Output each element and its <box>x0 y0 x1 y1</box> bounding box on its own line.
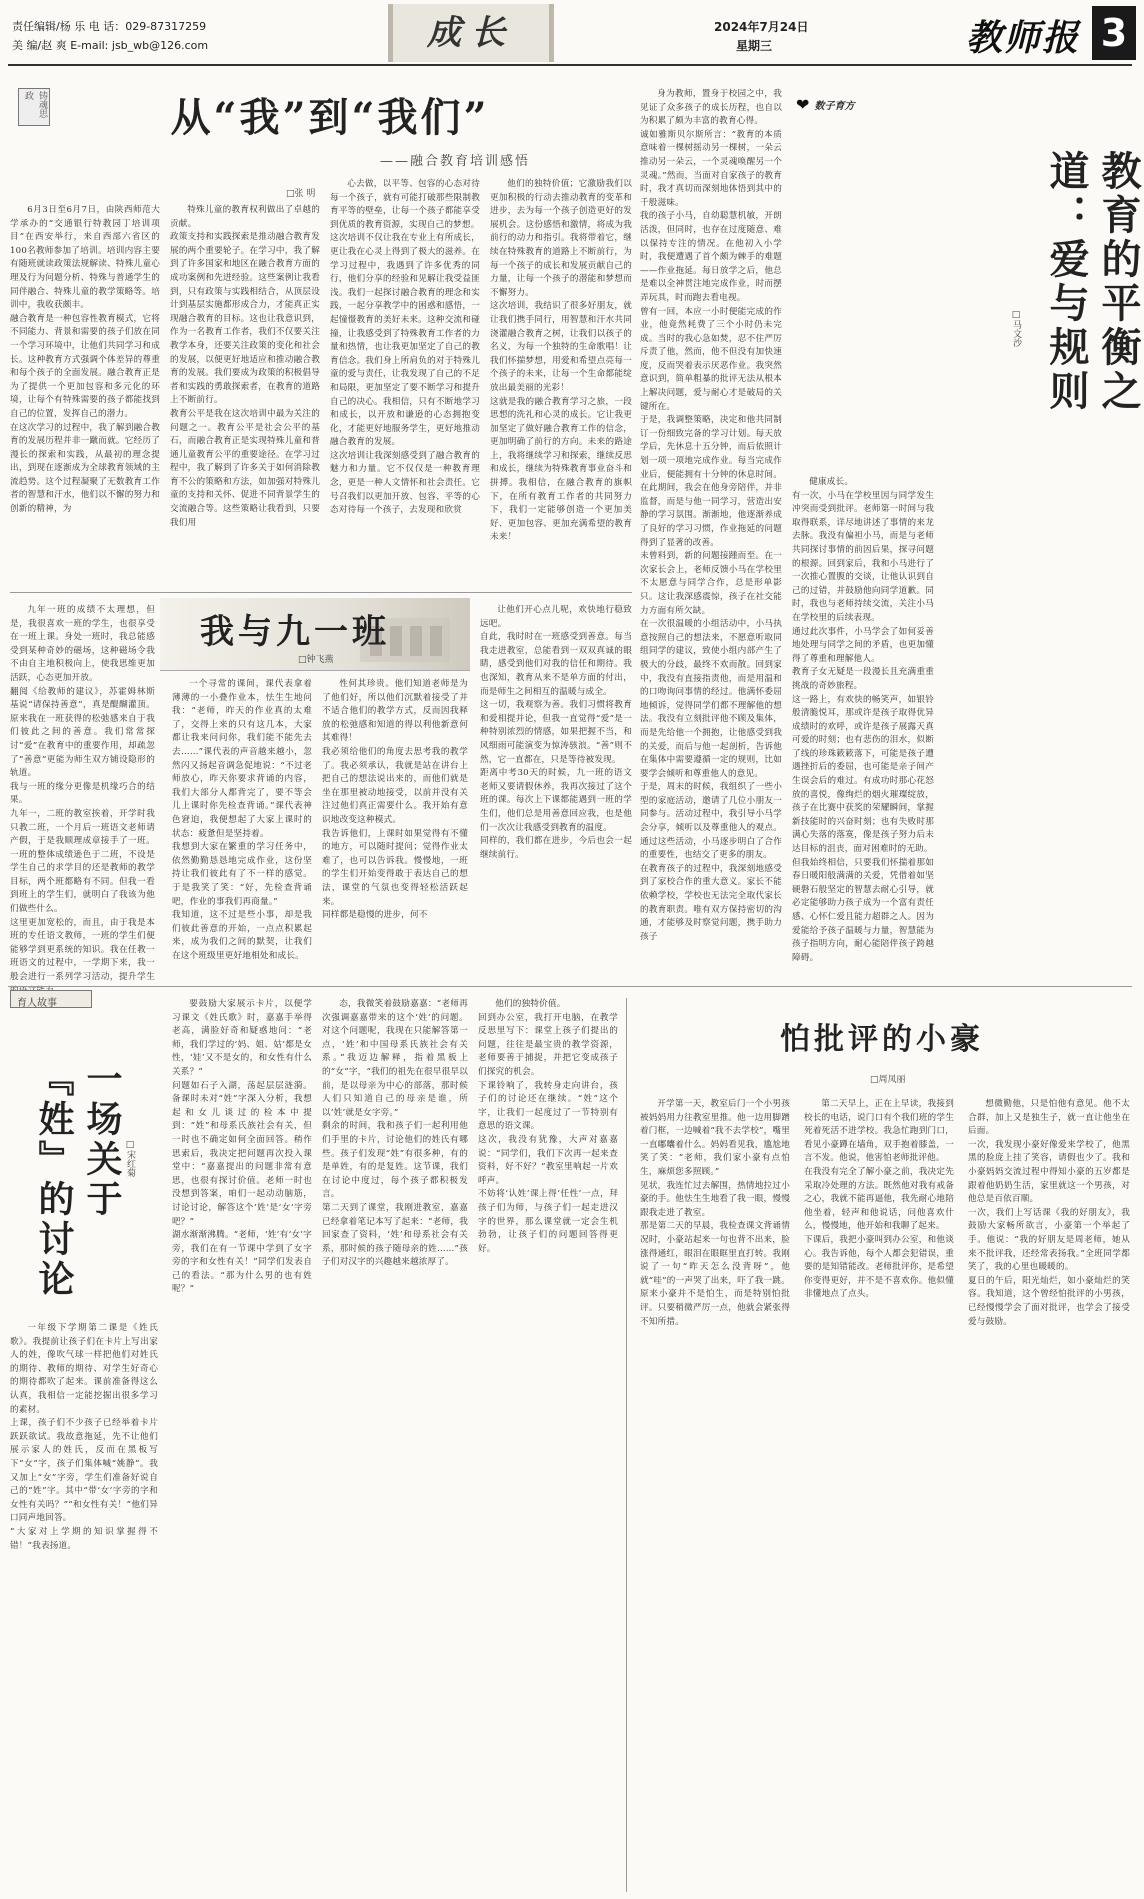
article1-tag-text: 铸魂思政 <box>23 91 47 118</box>
article4-col4-text: 他们的独特价值。 回到办公室，我打开电脑，在教学反思里写下：课堂上孩子们提出的问题，往往是最宝贵的教学资源，老师要善于捕捉，并把它变成孩子们探究的机会。 下课铃响了，我转身走向讲台，孩子们的讨论还在继续。“姓”这个字，让我们一起度过了一节特别有意思的语文课。 这次，我没有犹豫，大声对嘉嘉说：“同学们，我们下次再一起来查资料，好不好？”教室里响起一片欢呼声。 不妨将‘认姓’课上得‘任性’一点，拜孩子们为师，与孩子们一起走进汉字的世界，那么课堂就一定会生机勃勃，让孩子们的问题回答得更好。 <box>478 999 618 1254</box>
page-number: 3 <box>1100 11 1128 55</box>
article5-author: □周凤丽 <box>870 1075 906 1085</box>
article3-column-2 <box>792 476 934 974</box>
section-title: 成长 <box>427 13 515 53</box>
article2-col2-text: 一个寻常的课间，课代表拿着薄薄的一小叠作业本，怯生生地问我：“老师，昨天的作业真的太难了，交得上来的只有这几本，大家都让我来问问你，我们能不能先去去……”课代表的声音越来越小，忽然闪又扬起音调急促地说：“不过老师放心，昨天你要求背诵的内容，我们大部分人都背完了，要不等会儿上课时你先检查背诵。”课代表神色窘迫，我便想起了大家上课时的状态：疲惫但是坚持着。 我想到大家在繁重的学习任务中，依然勤勤恳恳地完成作业，这份坚持让我们彼此有了不一样的感觉。于是我笑了笑：“好，先检查背诵吧，作业的事我们再商量。” 我知道，这不过是些小事，却是我们彼此善意的开始，一点点积累起来，成为我们之间的默契，让我们在这个班级里更好地相处和成长。 <box>172 679 312 961</box>
article1-col2-text: 特殊儿童的教育权利做出了卓越的贡献。 政策支持和实践探索是推动融合教育发展的两个重要轮子。在学习中，我了解到了许多国家和地区在融合教育方面的成功案例和先进经验。这些案例让我看到，只有政策与实践相结合，从顶层设计到基层实施都形成合力，才能真正实现融合教育的目标。这也让我意识到，作为一名教育工作者，我们不仅要关注教学本身，还要关注政策的变化和社会的发展，以便更好地适应和推动融合教育的发展。我们要成为政策的积极倡导者和实践的勇敢探索者，在教育的道路上不断前行。 教育公平是我在这次培训中最为关注的问题之一。教育公平是社会公平的基石，而融合教育正是实现特殊儿童和普通儿童教育公平的重要途径。在学习过程中，我了解到了许多关于如何消除教育不公的策略和方法，如加强对特殊儿童的支持和关怀、促进不同背景学生的交流融合等。这些策略让我看到，只要我们用 <box>170 205 320 528</box>
designer-line: 美 编/赵 爽 E-mail: jsb_wb@126.com <box>12 39 209 52</box>
article5-column-2 <box>804 1098 954 1892</box>
article3-col1-text: 身为教师，置身于校园之中，我见证了众多孩子的成长历程，也自以为积累了颇为丰富的教育心得。 诚如雅斯贝尔斯所言：“教育的本质意味着一棵树摇动另一棵树，一朵云推动另一朵云，一个灵魂唤醒另一个灵魂。”然而，当面对自家孩子的教育时，我才真切而深刻地体悟到其中的千般滋味。 我的孩子小马，自幼聪慧机敏，开朗活泼，但同时，也存在过度随意、难以保持专注的情况。在他初入小学时，我便遭遇了首个颇为棘手的难题——作业拖延。每日放学之后，他总是难以全神贯注地完成作业，时而摆弄玩具，时而跑去看电视。 曾有一回，本应一小时便能完成的作业，他竟然耗费了三个小时仍未完成。当时的我心急如焚，忍不住严厉斥责了他，然而，他不但没有加快速度，反而哭着表示厌恶作业。我突然意识到，简单粗暴的批评无法从根本上解决问题，爱与耐心才是破局的关键所在。 于是，我调整策略，决定和他共同制订一份细致完备的学习计划。每天放学后，先休息十五分钟，而后依照计划一项一项地完成作业。每当完成作业后，便能拥有十分钟的休息时间。在此期间，我会在他身旁陪伴，并非监督，而是与他一同学习，营造出安静的学习氛围。渐渐地，他逐渐养成了良好的学习习惯，作业拖延的问题得到了显著的改善。 未曾料到，新的问题接踵而至。在一次家长会上，老师反馈小马在学校里不太愿意与同学合作，总是形单影只。这让我深感震惊，孩子在社交能力方面有所欠缺。 在一次很温暖的小组活动中，小马执意按照自己的想法来，不愿意听取同组同学的建议，致使小组内部产生了极大的分歧，最终不欢而散。回到家中，我没有直接指责他，而是用温和的口吻询问事情的经过。他满怀委屈地倾诉，觉得同学们都不理解他的想法。我没有立刻批评他不顾及集体，而是先给他一个拥抱，让他感受到我的关爱，而后与他一起剖析，告诉他在集体中需要遵循一定的规则，比如要学会倾听和尊重他人的意见。 于是，周末的时候，我组织了一些小型的家庭活动，邀请了几位小朋友一同参与。活动过程中，我引导小马学会分享，倾听以及尊重他人的观点。通过这些活动，小马逐步明白了合作的重要性，也结交了更多的朋友。 在教育孩子的过程中，我深刻地感受到了家校合作的重大意义。家长不能依赖学校，学校也无法完全取代家长的教育职责。唯有双方保持密切的沟通，才能够及时察觉问题，携手助力孩子 <box>640 89 782 942</box>
article5-col2-text: 第二天早上，正在上早读，我接到校长的电话，说门口有个我们班的学生死着死活不进学校。我急忙跑到门口，看见小豪蹲在墙角，双手抱着膝盖，一言不发。他说，他害怕老师批评他。 在我没有完全了解小豪之前，我决定先采取冷处理的方法。既然他对我有戒备之心，我就不能再逼他，我先耐心地陪他坐着，轻声和他说话，问他喜欢什么，慢慢地，他开始和我聊了起来。 下课后，我把小豪叫到办公室，和他谈心。我告诉他，每个人都会犯错误，重要的是知错能改。老师批评你，是希望你变得更好，并不是不喜欢你。他似懂非懂地点了点头。 <box>804 1099 954 1300</box>
section-banner <box>388 4 554 62</box>
article2-header-band <box>160 598 470 671</box>
article2-col3-text: 性何其珍贵。他们知道老师是为了他们好，所以他们沉默着接受了并不适合他们的教学方式，反而因我释放的松弛感和知道的得以利他新意何其难得！ 我必须给他们的角度去思考我的教学了。我必须承认，我就是站在讲台上把自己的想法说出来的，而他们就是坐在那里被动地接受，以前并没有关注过他们真正需要什么。我开始有意识地改变这种模式。 我告诉他们，上课时如果觉得有不懂的地方，可以随时提问；觉得作业太难了，也可以告诉我。慢慢地，一班的学生们开始变得敢于表达自己的想法，课堂的气氛也变得轻松活跃起来。 同样都是稳慢的进步，何不 <box>322 679 468 921</box>
article2-col4-text: 让他们开心点儿呢，欢快地行稳致远吧。 自此，我时时在一班感受到善意。每当我走进教室，总能看到一双双真诚的眼睛，感受到他们对我的信任和期待。我也深知，教育从来不是单方面的付出，而是师生之间相互的温暖与成全。 这一切，我观察为善。我们习惯将教育和爱相提并论，但我一直觉得“爱”是一种特别浓烈的情感，如果把握不当，和风细雨可能演变为惊涛骇浪。“善”则不然，它一直都在，只是等待被发现。 距离中考30天的时候，九一班的语文老师又要请假休养，我再次接过了这个班的课。每次上下课都能遇到一班的学生们，他们总是用善意回应我，也是他们一次次让我感受到教育的温度。 同样的，我们都在进步，今后也会一起继续前行。 <box>480 605 632 860</box>
article4-col2-text: 要鼓励大家展示卡片，以便学习课文《姓氏歌》时，嘉嘉手举得老高，满脸好奇和疑惑地问：“老师，我们学过的‘妈、姐、姑’都是女性，‘娃’又不是女的，和女性有什么关系？” 问题如石子入湖，荡起层层涟漪。备课时未对“姓”字深入分析，我想起和女儿谈过的检本中提到：“姓”和母系氏族社会有关，但一时也不确定如何全面回答。稍作思索后，我决定把问题再次投入课堂中：“嘉嘉提出的问题非常有意思，也很有探讨价值。老师一时也没想到答案，咱们一起动动脑筋，讨论讨论，解答这个‘姓’是‘女’字旁吧？” 湖水渐渐沸腾。“老师，‘姓’有‘女’字旁，我们在有一节课中学到了女字旁的字和女性有关！”同学们发表自己的看法。“那为什么男的也有姓呢？” <box>172 999 312 1295</box>
article2-column-3 <box>322 678 468 974</box>
article1-col1-text: 6月3日至6月7日，由陕西师范大学承办的“交通银行特教园丁培训项目”在西安举行，来自西部六省区的100名教师参加了培训。培训内容主要有随班就读政策法规解读、特殊儿童心理及行为问题分析、特殊与普通学生的同伴融合、特殊儿童的教学策略等。培训中，我收获颇丰。 融合教育是一种包容性教育模式，它将不同能力、背景和需要的孩子们放在同一个学习环境中，让他们共同学习和成长。这种教育方式强调个体差异的尊重和每个孩子的全面发展。融合教育正是为了提供一个更加包容和多元化的环境，让每个有特殊需要的孩子都能找到自己的位置，发挥自己的潜力。 在这次学习的过程中，我了解到融合教育的发展历程并非一蹴而就。它经历了漫长的探索和实践，从最初的理念提出，到现在逐渐成为全球教育领域的主流趋势。这个过程凝聚了无数教育工作者的智慧和汗水，他们以不懈的努力和创新的精神，为 <box>10 205 160 515</box>
article1-column-3 <box>330 178 480 584</box>
parenting-tag-text: 数子育方 <box>814 101 855 112</box>
issue-date: 2024年7月24日 <box>714 20 809 34</box>
paper-logo: 教师报 <box>966 17 1081 59</box>
article4-col3-text: 态，我微笑着鼓励嘉嘉：“老师再次强调嘉嘉带来的这个‘姓’的问题。对这个问题呢，我现在只能解答第一点，‘姓’和中国母系氏族社会有关系。”我迈边解释，指着黑板上的“女”字，“我们的祖先在很早很早以前，是以母亲为中心的部落，那时候人们只知道自己的母亲是谁，所以‘姓’就是女字旁。” 剩余的时间，我和孩子们一起利用他们手里的卡片，讨论他们的姓氏有哪些。孩子们发现“姓”有很多种，有的是单姓，有的是复姓。这节课，我们在讨论中度过，每个孩子都积极发言。 第二天到了课堂，我刚进教室，嘉嘉已经拿着笔记本写了起来：“老师，我回家查了资料，‘姓’和母系社会有关系，那时候的孩子随母亲的姓……”孩子们对汉字的兴趣越来越浓厚了。 <box>322 999 468 1268</box>
article4-column-4 <box>478 998 618 1892</box>
story-section-tag <box>10 990 92 1008</box>
article2-column-2 <box>172 678 312 974</box>
article1-col3-text: 心去做，以平等、包容的心态对待每一个孩子，就有可能打破那些限制教育平等的壁垒，让每一个孩子都能享受到优质的教育资源，实现自己的梦想。 这次培训不仅让我在专业上有所成长，更让我在心灵上得到了极大的滋养。在学习过程中，我遇到了许多优秀的同行，他们分享的经验和见解让我受益匪浅。我们一起探讨融合教育的理念和实践，一起分享教学中的困惑和感悟，一起憧憬教育的美好未来。这种交流和碰撞，让我感受到了特殊教育工作者的力量和热情，也让我更加坚定了自己的教育信念。我们身上所肩负的对于特殊儿童的爱与责任，让我发现了自己的不足和局限，更加坚定了要不断学习和提升自己的决心。我相信，只有不断地学习和成长，以开放和谦逊的心态拥抱变化，才能更好地服务学生，更好地推动融合教育的发展。 这次培训让我深刻感受到了融合教育的魅力和力量。它不仅仅是一种教育理念，更是一种人文情怀和社会责任。它号召我们以更加开放、包容、平等的心态对待每一个孩子，去发现和欣赏 <box>330 179 480 516</box>
article4-author: □宋红菊 <box>125 1140 135 1177</box>
article4-title-box <box>30 1060 150 1310</box>
article5-title: 怕批评的小豪 <box>780 1022 984 1057</box>
divider-article4-article5 <box>626 998 627 1892</box>
heart-icon: ❤ <box>796 95 810 114</box>
article2-author: □钟飞燕 <box>298 655 334 665</box>
article5-col3-text: 想微勤他，只是怕他有意见。他不太合群，加上又是独生子，就一直让他坐在后面。 一次，我发现小豪好像爱来学校了，他黑黑的脸庞上挂了笑容，请假也少了。我和小豪妈妈交流过程中得知小豪的五岁都是跟着他奶奶生活，家里就这一个男孩，对他总是百依百顺。 一次，我们上写话课《我的好朋友》，我鼓励大家畅所欲言，小豪第一个举起了手。他说：“我的好朋友是周老师，她从来不批评我，还经常表扬我。”全班同学都笑了，我的心里也暖暖的。 夏日的午后，阳光灿烂，如小豪灿烂的笑容。我知道，这个曾经怕批评的小男孩，已经慢慢学会了面对批评，也学会了接受爱与鼓励。 <box>968 1099 1130 1327</box>
story-section-tag-text: 育人故事 <box>17 998 57 1009</box>
article5-col1-text: 开学第一天，教室后门一个小男孩被妈妈用力往教室里推。他一边用脚蹭着门框，一边喊着“我不去学校”，嘴里一直嘟囔着什么。妈妈看见我，尴尬地笑了笑：“老师，我们家小豪有点怕生，麻烦您多照顾。” 见状，我连忙过去解围，热情地拉过小豪的手。他怯生生地看了我一眼，慢慢跟我走进了教室。 那是第二天的早晨，我检查课文背诵情况时，小豪站起来一句也背不出来，脸涨得通红，眼泪在眼眶里直打转。我刚说了一句“昨天怎么没背呀”，他就“哇”的一声哭了出来，吓了我一跳。 原来小豪并不是怕生，而是特别怕批评。只要稍微严厉一点，他就会紧张得不知所措。 <box>640 1099 790 1327</box>
article2-column-1 <box>10 604 155 983</box>
article5-column-1 <box>640 1098 790 1892</box>
article2-title: 我与九一班 <box>200 612 390 652</box>
article1-column-1 <box>10 204 160 584</box>
page-number-badge <box>1092 6 1136 60</box>
article1-subtitle: ——融合教育培训感悟 <box>379 154 530 169</box>
parenting-tag <box>796 94 896 118</box>
article1-author: □张 明 <box>286 189 316 199</box>
article3-author: □马文沙 <box>1011 310 1021 347</box>
masthead-rule <box>8 64 1132 66</box>
divider-upper-lower <box>8 986 1132 987</box>
editor-line: 责任编辑/杨 乐 电 话：029-87317259 <box>12 20 207 33</box>
article3-title: 教育的平衡之道：爱与规则 <box>1043 150 1142 414</box>
article2-intro-text: 九年一班的成绩不太理想，但是，我很喜欢一班的学生，也很享受在一班上课。身处一班时，我总能感受到某种奇妙的磁场，这种磁场令我不由自主地积极向上，使我思维更加活跃，心态更加开放。 翻阅《给教师的建议》，苏霍姆林斯基说“请保持善意”，真是醍醐灌顶。原来我在一班获得的松弛感来自于我们彼此之间的善意。我们常常探讨“爱”在教育中的重要作用，却疏忽了“善意”更能为师生双方铺设隐形的轨道。 我与一班的缘分更像是机缘巧合的结果。 九年一，二班的教室挨着，开学时我只教二班，一个月后一班语文老师请产假，于是我顺理成章接手了一班。一班的整体成绩逊色于二班，不设是学生自己的求学目的还是教师的教学目标，两个班都略有不同。但我一看到班上的学生们，就明白了我该为他们做些什么。 这里更加宽松的，而且，由于我是本班的专任语文教师，一班的学生们便能够学到更系统的知识。我在任教一班语文的过程中，一学期下来，我一般会进行一系列学习活动，提升学生 <box>10 605 155 983</box>
article1-column-4 <box>490 178 632 584</box>
article3-col2-text: 健康成长。 有一次，小马在学校里因与同学发生冲突而受到批评。老师第一时间与我取得联系，详尽地讲述了事情的来龙去脉。我没有偏袒小马，而是与老师共同探讨事情的前因后果，探寻问题的根源。回到家后，我和小马进行了一次推心置腹的交谈，让他认识到自己的过错，并鼓励他向同学道歉。同时，我也与老师持续交流，关注小马在学校里的后续表现。 通过此次事件，小马学会了如何妥善地处理与同学之间的矛盾，也更加懂得了尊重和理解他人。 教育子女无疑是一段漫长且充满重重挑战的奇妙旅程。 这一路上，有欢快的畅笑声，如银铃般清脆悦耳，那或许是孩子取得优异成绩时的欢呼，或许是孩子展露天真可爱的时刻；也有悲伤的泪水，似断了线的珍珠簌簌落下，可能是孩子遭遇挫折后的委屈，也可能是亲子间产生误会后的难过。有成功时那心花怒放的喜悦，像绚烂的烟火璀璨绽放，孩子在比赛中获奖的荣耀瞬间，掌握新技能时的兴奋时刻；也有失败时那满心失落的落寞，像是孩子努力后未达目标的沮丧，面对困难时的无助。 但我始终相信，只要我们怀揣着那如春日暖阳般满满的关爱，凭借着如坚硬磐石般坚定的智慧去耐心引导，就必定能够助力孩子成为一个富有责任感、心怀仁爱且能力超群之人。因为爱能给予孩子温暖与力量，智慧能为孩子指明方向，耐心能陪伴孩子跨越障碍。 <box>792 477 934 963</box>
article4-title: 一场关于『姓』的讨论 <box>33 1060 123 1300</box>
article4-col1-text: 一年级下学期第二课是《姓氏歌》。我提前让孩子们在卡片上写出家人的姓，像吹气球一样把他们对姓氏的期待、教师的期待、对学生好奇心的期待都吹了起来。课前准备得这么认真，我相信一定能挖掘出很多学习的素材。 上课，孩子们不少孩子已经举着卡片跃跃欲试。我故意拖延，先不让他们展示家人的姓氏，反而在黑板写下“女”字，孩子们集体喊“姚静”。我又加上“女”字旁，学生们准备好说自己的“姓”字。其中“带‘女’字旁的字和女性有关吗？”“和女性有关！”他们异口同声地回答。 “大家对上学期的知识掌握得不错！”我表扬道。 <box>10 1323 158 1551</box>
article2-column-4 <box>480 604 632 974</box>
article1-column-2 <box>170 204 320 584</box>
article1-title: 从“我”到“我们” <box>170 94 490 141</box>
article5-column-3 <box>968 1098 1130 1892</box>
article1-col4-text: 他们的独特价值；它激励我们以更加积极的行动去推动教育的变革和进步，去为每一个孩子创造更好的发展机会。这份感悟和激情，将成为我前行的动力和指引。我将带着它，继续在特殊教育的道路上不断前行，为每一个孩子的成长和发展贡献自己的力量，让每一个孩子的潜能和梦想而不懈努力。 这次培训，我结识了很多好朋友，就让我们携手同行，用智慧和汗水共同浇灌融合教育之树，让我们以孩子的名义，为每一个独特的生命歌唱！让我们怀揣梦想，用爱和希望点亮每一个孩子的未来，让每一个生命都能绽放出最美丽的光彩！ 这就是我的融合教育学习之旅，一段思想的洗礼和心灵的成长。它让我更加坚定了做好融合教育工作的信念，更加明确了前行的方向。未来的路途上，我将继续学习和探索，继续反思和成长，继续为特殊教育事业奋斗和拼搏。我相信，在融合教育的旗帜下，在所有教育工作者的共同努力下，我们一定能够创造一个更加美好、更加包容、更加充满希望的教育未来！ <box>490 179 632 543</box>
issue-weekday: 星期三 <box>736 39 773 53</box>
article3-column-1 <box>640 88 782 974</box>
divider-article1-article2 <box>10 592 632 593</box>
article4-column-2 <box>172 998 312 1892</box>
article4-column-1 <box>10 1322 158 1892</box>
article1-tag <box>18 88 50 126</box>
article4-column-3 <box>322 998 468 1892</box>
